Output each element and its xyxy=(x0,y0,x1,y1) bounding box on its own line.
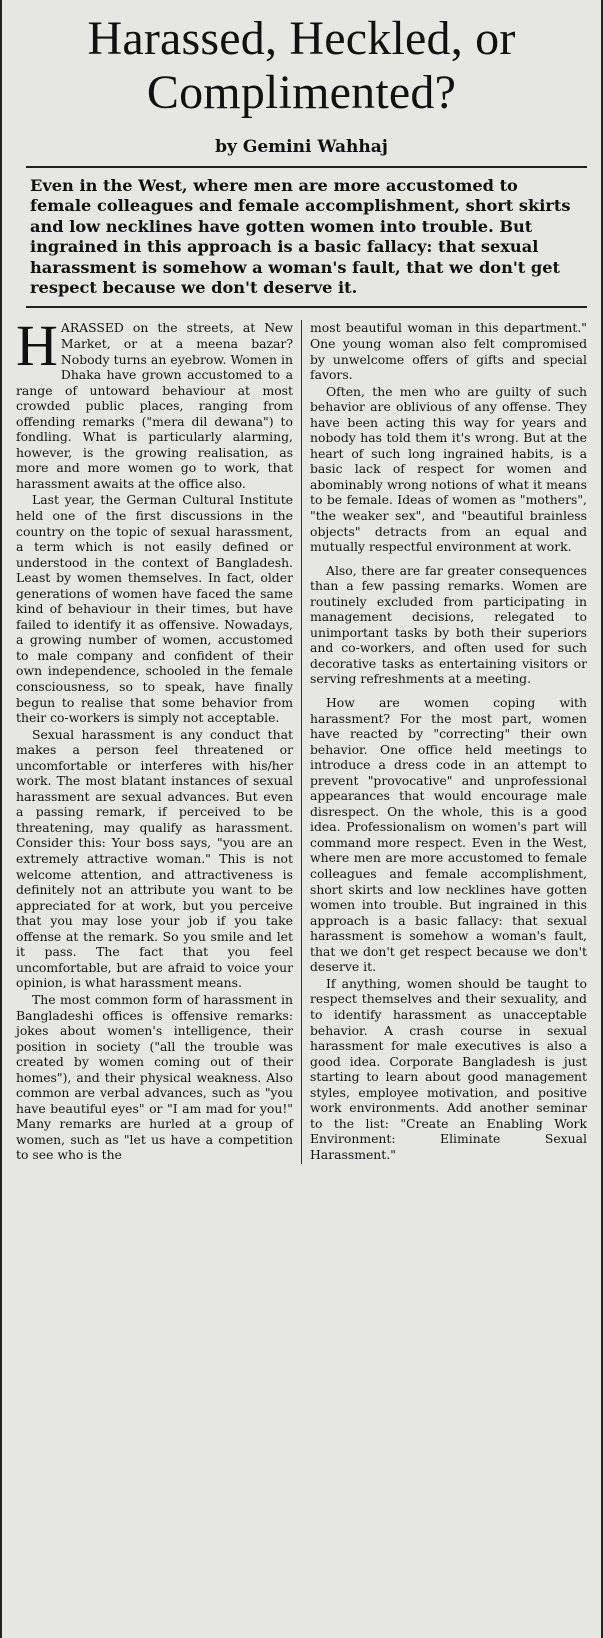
drop-cap: H xyxy=(16,313,58,379)
standfirst: Even in the West, where men are more accustomed to female colleagues and female accomplishment, short skirts and low necklines have gotten women into trouble. But ingrained in this approach is a basic fallacy: that sexual harassment is somehow a woman's fault, that we don't get respect because we don't deserve it. xyxy=(30,176,571,298)
headline-line-2: Complimented? xyxy=(146,66,457,119)
paragraph: most beautiful woman in this department." One young woman also felt compromised by unwelcome offers of gifts and special favors. xyxy=(310,320,587,383)
paragraph: The most common form of harassment in Bangladeshi offices is offensive remarks: jokes about women's intelligence, their position in society ("all the trouble was created by women coming out of their homes"), and their physical weakness. Also common are verbal advances, such as "you have beautiful eyes" or "I am mad for you!" Many remarks are hurled at a group of women, such as "let us have a competition to see who is the xyxy=(16,991,293,1163)
paragraph-text: ARASSED on the streets, at New Market, or at a meena bazar? Nobody turns an eyebrow. Women in Dhaka have grown accustomed to a range of untoward behaviour at most crowded public places, ranging from offending remarks ("mera dil dewana") to fondling. What is particularly alarming, however, is the growing realisation, as more and more women go to work, that harassment awaits at the office also. xyxy=(16,320,293,491)
paragraph: Often, the men who are guilty of such behavior are oblivious of any offense. They have been acting this way for years and nobody has told them it's wrong. But at the heart of such long ingrained habits, is a basic lack of respect for women and abominably wrong notions of what it means to be female. Ideas of women as "mothers", "the weaker sex", and "beautiful brainless objects" detracts from an equal and mutually respectful environment at work. xyxy=(310,383,587,555)
bottom-rule xyxy=(26,306,587,308)
headline-line-1: Harassed, Heckled, or xyxy=(87,12,516,65)
article-body xyxy=(16,313,587,1164)
headline xyxy=(16,12,587,120)
paragraph: If anything, women should be taught to respect themselves and their sexuality, and to identify harassment as unacceptable behavior. A crash course in sexual harassment for male executives is also a good idea. Corporate Bangladesh is just starting to learn about good management styles, employee motivation, and positive work environments. Add another seminar to the list: "Create an Enabling Work Environment: Eliminate Sexual Harassment." xyxy=(310,975,587,1162)
paragraph: Last year, the German Cultural Institute held one of the first discussions in the country on the topic of sexual harassment, a term which is not easily defined or understood in the context of Bangladesh. Least by women themselves. In fact, older generations of women have faced the same kind of behaviour in their times, but have failed to identify it as offensive. Nowadays, a growing number of women, accustomed to male company and confident of their own independence, schooled in the female consciousness, so to speak, have finally begun to realise that some behavior from their co-workers is simply not acceptable. xyxy=(16,492,293,726)
column-right xyxy=(310,320,587,1164)
paragraph xyxy=(16,313,293,491)
column-divider xyxy=(301,320,302,1164)
paragraph: How are women coping with harassment? For the most part, women have reacted by "correcting" their own behavior. One office held meetings to introduce a dress code in an attempt to prevent "provocative" and unprofessional appearances that would encourage male disrespect. On the whole, this is a good idea. Professionalism on women's part will command more respect. Even in the West, where men are more accustomed to female colleagues and female accomplishment, short skirts and low necklines have gotten women into trouble. But ingrained in this approach is a basic fallacy: that sexual harassment is somehow a woman's fault, that we don't get respect because we don't deserve it. xyxy=(310,695,587,975)
column-left xyxy=(16,313,293,1164)
byline: by Gemini Wahhaj xyxy=(215,137,388,157)
paragraph: Also, there are far greater consequences than a few passing remarks. Women are routinely excluded from participating in management decisions, relegated to unimportant tasks by both their superiors and co-workers, and often used for such decorative tasks as entertaining visitors or serving refreshments at a meeting. xyxy=(310,562,587,687)
paragraph: Sexual harassment is any conduct that makes a person feel threatened or uncomfortable or interferes with his/her work. The most blatant instances of sexual harassment are sexual advances. But even a passing remark, if perceived to be threatening, may qualify as harassment. Consider this: Your boss says, "you are an extremely attractive woman." This is not welcome attention, and attractiveness is definitely not an attribute you want to be appreciated for at work, but you perceive that you may lose your job if you take offense at the remark. So you smile and let it pass. The fact that you feel uncomfortable, but are afraid to voice your opinion, is what harassment means. xyxy=(16,726,293,991)
